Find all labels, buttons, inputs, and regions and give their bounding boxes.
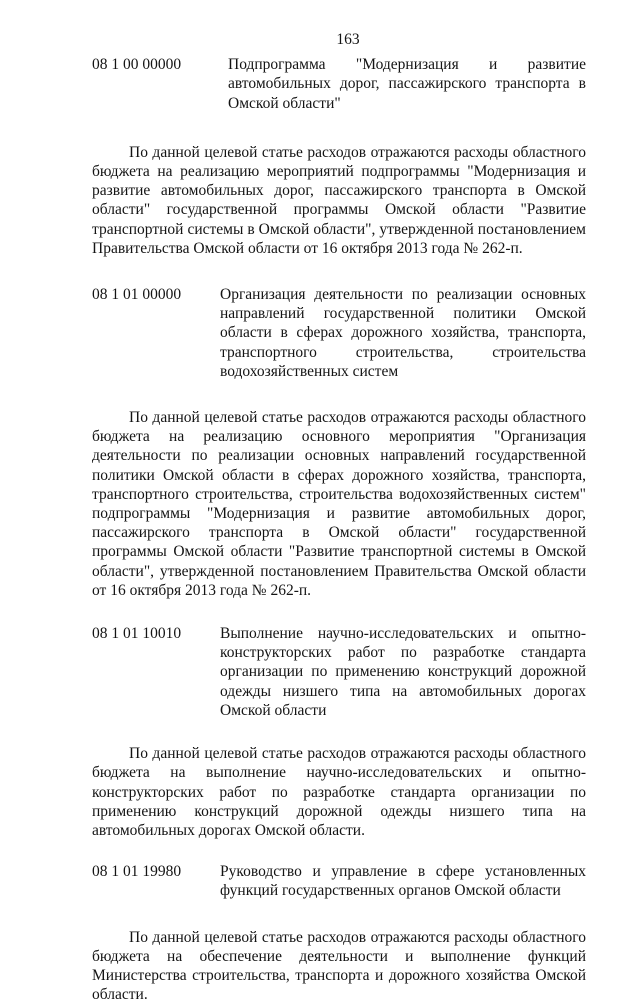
section-title: Выполнение научно-исследовательских и опытно-конструкторских работ по разработке стандарта организации по применению конструкций дорожной одежды низшего типа на автомобильных дорогах Омской области [220,625,586,719]
section-code: 08 1 01 19980 [92,863,182,881]
section-heading [92,862,586,900]
section-code: 08 1 00 00000 [92,56,182,74]
section-code: 08 1 01 00000 [92,286,182,304]
section-description: По данной целевой статье расходов отражаются расходы областного бюджета на реализацию основного мероприятия "Организация деятельности по реализации основных направлений государственной политики Омской области в сферах дорожного хозяйства, транспорта, транспортного строительства, строительства водохозяйственных систем" подпрограммы "Модернизация и развитие автомобильных дорог, пассажирского транспорта в Омской области" государственной программы Омской области "Развитие транспортной системы в Омской области", утвержденной постановлением Правительства Омской области от 16 октября 2013 года № 262-п. [92,409,586,599]
section-description: По данной целевой статье расходов отражаются расходы областного бюджета на выполнение научно-исследовательских и опытно-конструкторских работ по разработке стандарта организации по применению конструкций дорожной одежды низшего типа на автомобильных дорогах Омской области. [92,745,586,839]
section-description: По данной целевой статье расходов отражаются расходы областного бюджета на обеспечение деятельности и выполнение функций Министерства строительства, транспорта и дорожного хозяйства Омской области. [92,928,586,1004]
section-description: По данной целевой статье расходов отражаются расходы областного бюджета на реализацию мероприятий подпрограммы "Модернизация и развитие автомобильных дорог, пассажирского транспорта в Омской области" государственной программы Омской области "Развитие транспортной системы в Омской области", утвержденной постановлением Правительства Омской области от 16 октября 2013 года № 262-п. [92,143,586,257]
section-heading [92,624,586,720]
page-number: 163 [336,31,360,48]
section-heading [92,285,586,381]
section-title: Подпрограмма "Модернизация и развитие автомобильных дорог, пассажирского транспорта в Омской области" [228,56,586,112]
section-title: Организация деятельности по реализации основных направлений государственной политики Омской области в сферах дорожного хозяйства, транспорта, транспортного строительства, строительства водохозяйственных систем [220,286,586,380]
section-code: 08 1 01 10010 [92,625,182,643]
section-heading [92,55,586,113]
section-title: Руководство и управление в сфере установленных функций государственных органов Омской области [220,863,586,900]
